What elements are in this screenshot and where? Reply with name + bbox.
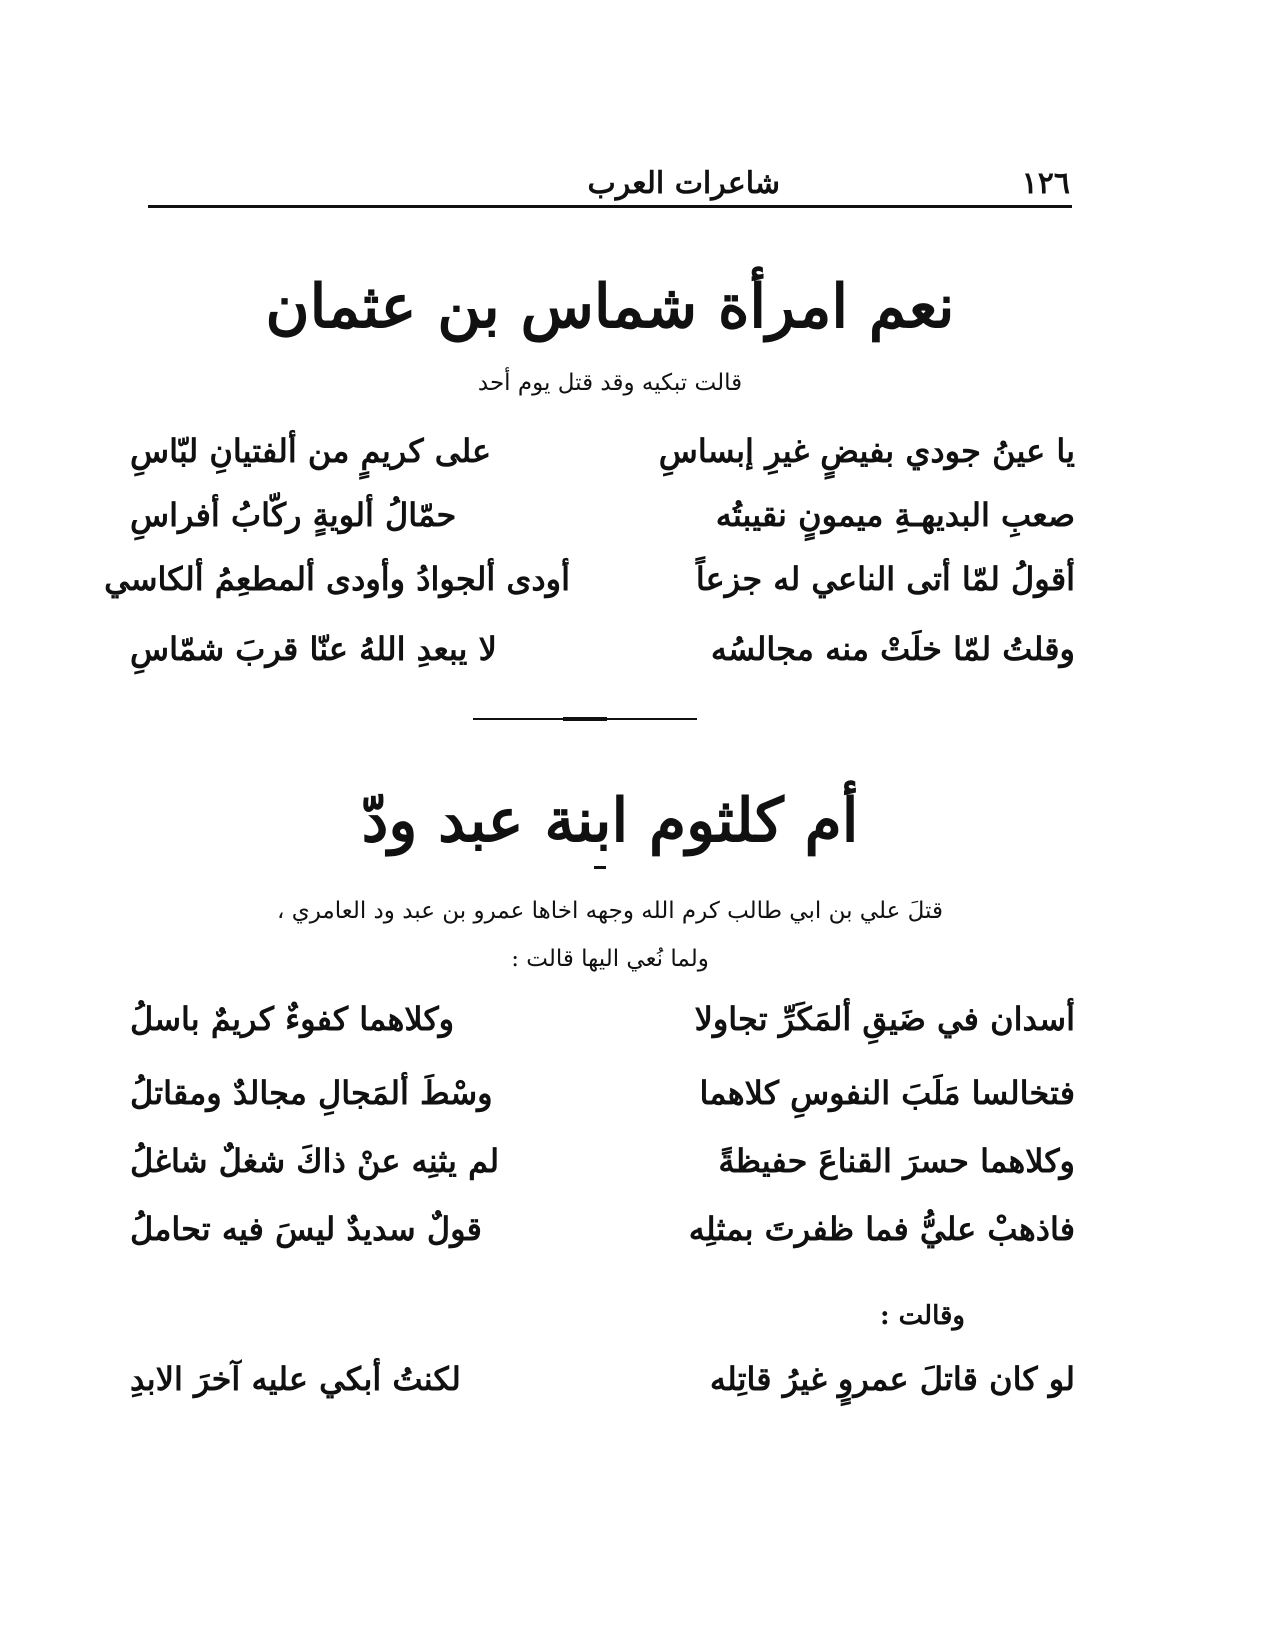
section-title-umm-kulthum: أم كلثوم ابنة عبد ودّ	[361, 786, 859, 856]
verse-first-hemistich: صعبِ البديهـةِ ميمونٍ نقيبتُه	[715, 496, 1075, 534]
verse-second-hemistich: لم يثنِه عنْ ذاكَ شغلٌ شاغلُ	[130, 1142, 500, 1180]
verse-second-hemistich: قولٌ سديدٌ ليسَ فيه تحاملُ	[130, 1210, 482, 1248]
verse-line	[130, 630, 1075, 686]
running-header	[150, 166, 1070, 206]
verse-first-hemistich: أقولُ لمّا أتى الناعي له جزعاً	[695, 560, 1075, 598]
section-intro-line-2: ولما نُعي اليها قالت :	[511, 946, 709, 972]
verse-second-hemistich: وسْطَ ألمَجالِ مجالدٌ ومقاتلُ	[130, 1074, 493, 1112]
verse-line	[130, 432, 1075, 488]
verse-second-hemistich: لا يبعدِ اللهُ عنّا قربَ شمّاسِ	[130, 630, 497, 668]
verse-line	[104, 560, 1075, 616]
said-label: وقالت :	[879, 1301, 965, 1331]
verse-first-hemistich: لو كان قاتلَ عمروٍ غيرُ قاتِله	[709, 1360, 1075, 1398]
section-intro-line-1: قتلَ علي بن ابي طالب كرم الله وجهه اخاها عمرو بن عبد ود العامري ،	[277, 898, 943, 924]
verse-second-hemistich: لكنتُ أبكي عليه آخرَ الابدِ	[130, 1360, 461, 1398]
section-separator	[473, 718, 697, 720]
verse-second-hemistich: على كريمٍ من ألفتيانِ لبّاسِ	[130, 432, 492, 470]
header-rule	[148, 205, 1072, 208]
verse-line	[130, 496, 1075, 552]
verse-first-hemistich: يا عينُ جودي بفيضٍ غيرِ إبساسِ	[658, 432, 1075, 470]
verse-line	[130, 1000, 1075, 1056]
section-intro: قالت تبكيه وقد قتل يوم أحد	[477, 370, 743, 396]
verse-first-hemistich: فتخالسا مَلَبَ النفوسِ كلاهما	[699, 1074, 1075, 1112]
verse-second-hemistich: حمّالُ ألويةٍ ركّابُ أفراسِ	[130, 496, 457, 534]
verse-first-hemistich: فاذهبْ عليُّ فما ظفرتَ بمثلِه	[688, 1210, 1075, 1248]
final-verse-line	[130, 1360, 1075, 1416]
section-title-shammas-wife: نعم امرأة شماس بن عثمان	[265, 272, 955, 342]
book-title: شاعرات العرب	[587, 166, 780, 201]
separator-center-mark	[563, 717, 607, 721]
verse-line	[130, 1210, 1075, 1266]
page-number: ١٢٦	[1021, 166, 1070, 201]
verse-second-hemistich: أودى ألجوادُ وأودى ألمطعِمُ ألكاسي	[104, 560, 570, 598]
verse-first-hemistich: وقلتُ لمّا خلَتْ منه مجالسُه	[710, 630, 1075, 668]
verse-second-hemistich: وكلاهما كفوءٌ كريمٌ باسلُ	[130, 1000, 455, 1038]
verse-line	[130, 1074, 1075, 1130]
verse-line	[130, 1142, 1075, 1198]
verse-first-hemistich: وكلاهما حسرَ القناعَ حفيظةً	[718, 1142, 1075, 1180]
title-underline-mark	[594, 866, 606, 869]
verse-first-hemistich: أسدان في ضَيقِ ألمَكَرِّ تجاولا	[694, 1000, 1075, 1038]
